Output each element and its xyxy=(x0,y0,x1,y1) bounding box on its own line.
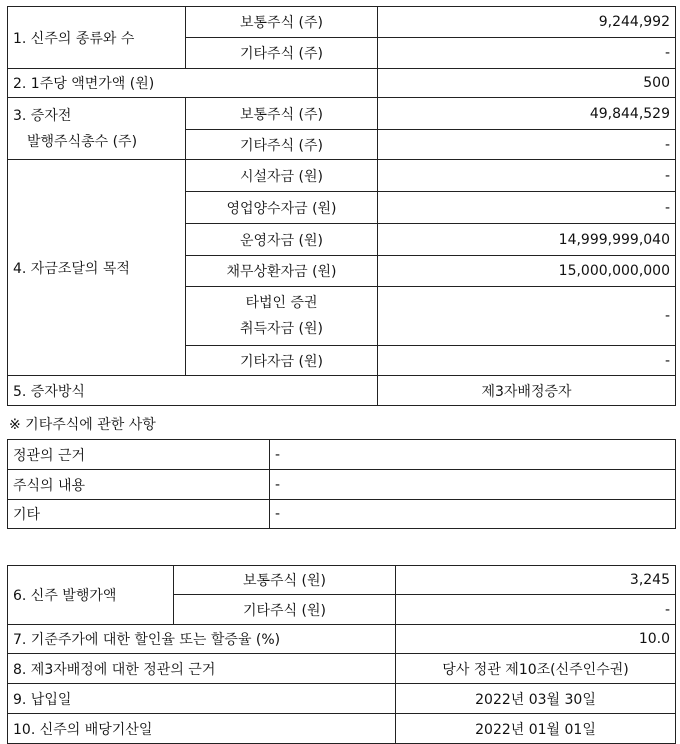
articles-basis-value: - xyxy=(270,440,676,470)
debt-repayment-value: 15,000,000,000 xyxy=(378,256,676,287)
operating-funds-value: 14,999,999,040 xyxy=(378,224,676,256)
securities-funds-value: - xyxy=(378,287,676,346)
pre-other-value: - xyxy=(378,130,676,160)
articles-basis-label: 정관의 근거 xyxy=(8,440,270,470)
pre-issued-shares-label xyxy=(8,98,186,160)
third-party-basis-label: 8. 제3자배정에 대한 정관의 근거 xyxy=(8,654,396,684)
operating-funds-label: 운영자금 (원) xyxy=(186,224,378,256)
acquisition-funds-value: - xyxy=(378,192,676,224)
securities-label-line1: 타법인 증권 xyxy=(245,295,318,311)
price-common-value: 3,245 xyxy=(396,566,676,595)
fund-purpose-label: 4. 자금조달의 목적 xyxy=(8,160,186,376)
new-shares-label: 1. 신주의 종류와 수 xyxy=(8,7,186,69)
common-shares-label: 보통주식 (주) xyxy=(186,7,378,38)
price-other-value: - xyxy=(396,595,676,625)
other-shares-label: 기타주식 (주) xyxy=(186,38,378,69)
issue-method-label: 5. 증자방식 xyxy=(8,376,378,406)
pre-issued-label-line1: 3. 증자전 xyxy=(13,107,72,124)
par-value-label: 2. 1주당 액면가액 (원) xyxy=(8,69,378,98)
new-shares-table xyxy=(7,6,676,406)
securities-funds-label xyxy=(186,287,378,346)
other-shares-note-title: ※ 기타주식에 관한 사항 xyxy=(9,417,156,433)
common-shares-value: 9,244,992 xyxy=(378,7,676,38)
price-common-label: 보통주식 (원) xyxy=(174,566,396,595)
dividend-date-value: 2022년 01월 01일 xyxy=(396,714,676,744)
discount-rate-value: 10.0 xyxy=(396,625,676,654)
securities-label-line2: 취득자금 (원) xyxy=(240,321,323,337)
issue-terms-table xyxy=(7,565,676,744)
share-content-value: - xyxy=(270,470,676,500)
issue-method-value: 제3자배정증자 xyxy=(378,376,676,406)
other-funds-value: - xyxy=(378,346,676,376)
issue-price-label: 6. 신주 발행가액 xyxy=(8,566,174,625)
acquisition-funds-label: 영업양수자금 (원) xyxy=(186,192,378,224)
discount-rate-label: 7. 기준주가에 대한 할인율 또는 할증율 (%) xyxy=(8,625,396,654)
etc-label: 기타 xyxy=(8,500,270,529)
pre-issued-label-line2: 발행주식총수 (주) xyxy=(27,133,138,150)
pre-common-value: 49,844,529 xyxy=(378,98,676,130)
dividend-date-label: 10. 신주의 배당기산일 xyxy=(8,714,396,744)
facility-funds-label: 시설자금 (원) xyxy=(186,160,378,192)
facility-funds-value: - xyxy=(378,160,676,192)
other-shares-table xyxy=(7,439,676,529)
debt-repayment-label: 채무상환자금 (원) xyxy=(186,256,378,287)
par-value: 500 xyxy=(378,69,676,98)
price-other-label: 기타주식 (원) xyxy=(174,595,396,625)
share-content-label: 주식의 내용 xyxy=(8,470,270,500)
payment-date-value: 2022년 03월 30일 xyxy=(396,684,676,714)
third-party-basis-value: 당사 정관 제10조(신주인수권) xyxy=(396,654,676,684)
etc-value: - xyxy=(270,500,676,529)
pre-other-label: 기타주식 (주) xyxy=(186,130,378,160)
pre-common-label: 보통주식 (주) xyxy=(186,98,378,130)
payment-date-label: 9. 납입일 xyxy=(8,684,396,714)
other-shares-value: - xyxy=(378,38,676,69)
other-funds-label: 기타자금 (원) xyxy=(186,346,378,376)
